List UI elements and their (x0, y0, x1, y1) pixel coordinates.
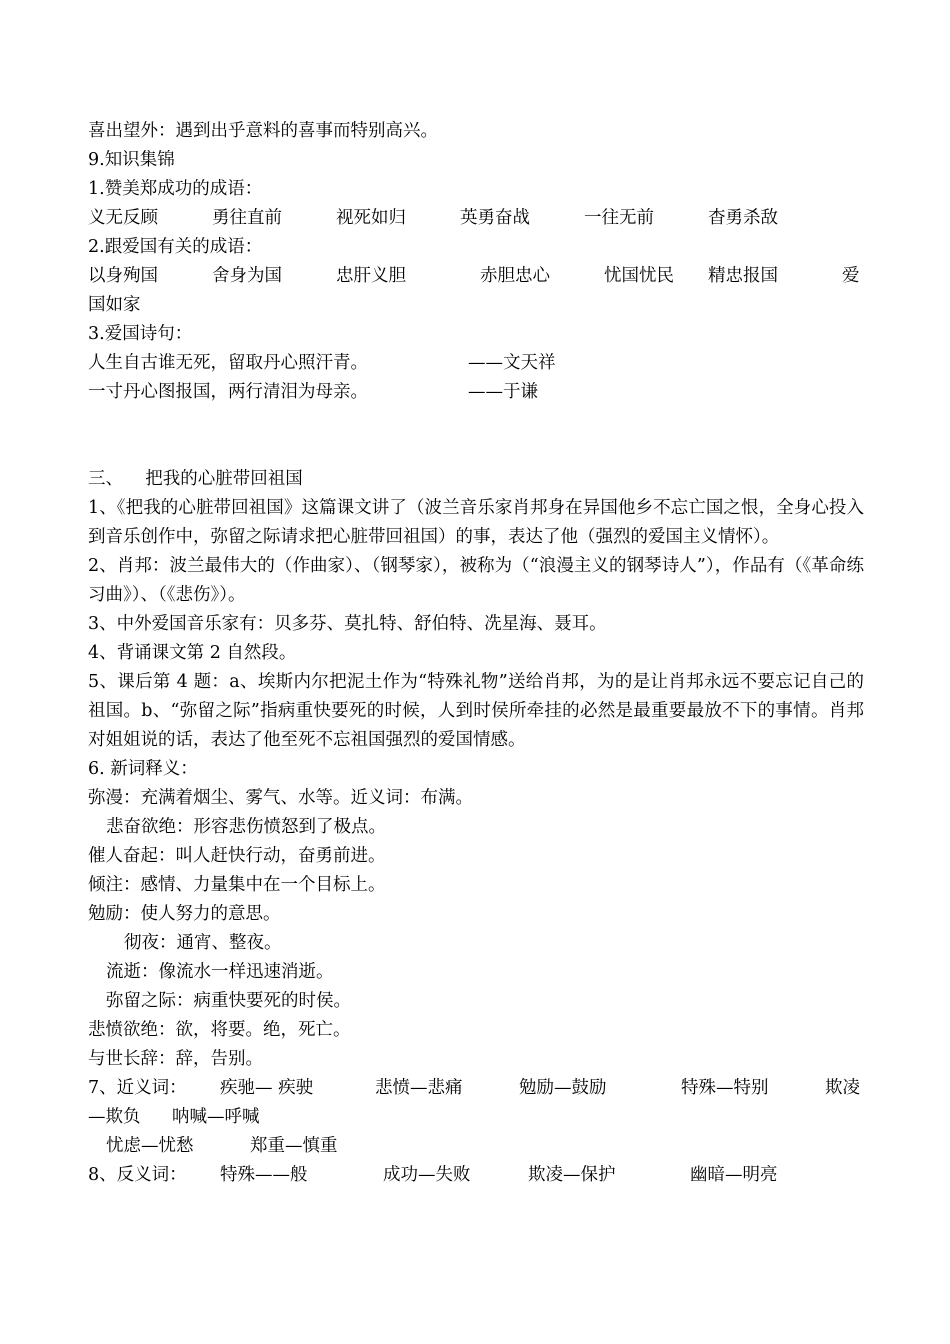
antonym-pair: 成功—失败 (383, 1165, 471, 1185)
synonym-pair: 疾驰— 疾驶 (220, 1078, 314, 1098)
idiom: 义无反顾 (88, 208, 158, 228)
idiom: 忠肝义胆 (336, 266, 406, 286)
subheading: 2.跟爱国有关的成语： (88, 237, 263, 257)
antonym-pair: 特殊——般 (220, 1165, 308, 1185)
poem-verse: 人生自古谁无死，留取丹心照汗青。 (88, 353, 368, 373)
idiom: 视死如归 (336, 208, 406, 228)
synonym-pair: —欺负 (88, 1107, 141, 1127)
poem-line (88, 349, 864, 378)
synonym-pair: 忧虑—忧愁 (106, 1136, 194, 1156)
idiom: 一往无前 (584, 208, 654, 228)
synonym-pair: 悲愤—悲痛 (375, 1078, 463, 1098)
poem-line (88, 378, 864, 407)
word-definition: 与世长辞：辞，告别。 (88, 1049, 263, 1069)
word-definition: 彻夜：通宵、整夜。 (124, 933, 282, 953)
synonym-pair: 勉励—鼓励 (519, 1078, 607, 1098)
word-definition: 悲奋欲绝：形容悲伤愤怒到了极点。 (106, 817, 386, 837)
paragraph: 1、《把我的心脏带回祖国》这篇课文讲了（波兰音乐家肖邦身在异国他乡不忘亡国之恨，全身心投入到音乐创作中，弥留之际请求把心脏带回祖国）的事，表达了他（强烈的爱国主义情怀）。 (88, 498, 864, 547)
paragraph: 5、课后第 4 题：a、埃斯内尔把泥土作为“特殊礼物”送给肖邦，为的是让肖邦永远不要忘记自己的祖国。b、“弥留之际”指病重快要死的时候，人到时侯所牵挂的必然是最重要最放不下的事情。肖邦对姐姐说的话，表达了他至死不忘祖国强烈的爱国情感。 (88, 672, 864, 750)
idiom: 英勇奋战 (460, 208, 530, 228)
idiom: 忧国忧民 (604, 266, 674, 286)
synonym-label: 7、近义词： (88, 1078, 187, 1098)
antonym-label: 8、反义词： (88, 1165, 187, 1185)
section-heading: 三、 把我的心脏带回祖国 (88, 469, 303, 489)
word-definition: 流逝：像流水一样迅速消逝。 (106, 962, 334, 982)
idiom: 勇往直前 (212, 208, 282, 228)
paragraph: 4、背诵课文第 2 自然段。 (88, 643, 297, 663)
idiom: 精忠报国 (708, 266, 778, 286)
synonym-pair: 郑重—慎重 (250, 1136, 338, 1156)
word-definition: 弥漫：充满着烟尘、雾气、水等。近义词：布满。 (88, 788, 473, 808)
synonym-pair: 呐喊—呼喊 (172, 1107, 260, 1127)
subheading: 1.赞美郑成功的成语： (88, 179, 263, 199)
idiom: 赤胆忠心 (480, 266, 550, 286)
idiom-row (88, 262, 864, 291)
word-definition: 催人奋起：叫人赶快行动，奋勇前进。 (88, 846, 386, 866)
synonym-row (88, 1074, 864, 1103)
word-definition: 弥留之际：病重快要死的时侯。 (106, 991, 351, 1011)
poem-author: ——于谦 (468, 382, 538, 402)
synonym-pair: 欺凌 (825, 1078, 860, 1098)
text-line: 喜出望外：遇到出乎意料的喜事而特别高兴。 (88, 121, 438, 141)
synonym-pair: 特殊—特别 (681, 1078, 769, 1098)
paragraph: 3、中外爱国音乐家有：贝多芬、莫扎特、舒伯特、冼星海、聂耳。 (88, 614, 607, 634)
word-definition: 悲愤欲绝：欲，将要。绝，死亡。 (88, 1020, 351, 1040)
subheading: 6. 新词释义： (88, 759, 198, 779)
section-heading: 9.知识集锦 (88, 150, 175, 170)
idiom-row (88, 204, 864, 233)
idiom: 爱 (842, 266, 860, 286)
idiom: 以身殉国 (88, 266, 158, 286)
paragraph: 2、肖邦：波兰最伟大的（作曲家）、（钢琴家），被称为（“浪漫主义的钢琴诗人”），作品有（《革命练习曲》）、（《悲伤》）。 (88, 556, 864, 605)
document-page (88, 117, 864, 1190)
synonym-row (88, 1132, 864, 1161)
antonym-pair: 幽暗—明亮 (690, 1165, 778, 1185)
idiom: 舍身为国 (212, 266, 282, 286)
poem-author: ——文天祥 (468, 353, 556, 373)
poem-verse: 一寸丹心图报国，两行清泪为母亲。 (88, 382, 368, 402)
word-definition: 倾注：感情、力量集中在一个目标上。 (88, 875, 386, 895)
spacer (88, 407, 864, 465)
antonym-row (88, 1161, 864, 1190)
synonym-row (88, 1103, 864, 1132)
antonym-pair: 欺凌—保护 (528, 1165, 616, 1185)
subheading: 3.爱国诗句： (88, 324, 193, 344)
word-definition: 勉励：使人努力的意思。 (88, 904, 281, 924)
idiom: 杳勇杀敌 (708, 208, 778, 228)
text-line: 国如家 (88, 295, 141, 315)
